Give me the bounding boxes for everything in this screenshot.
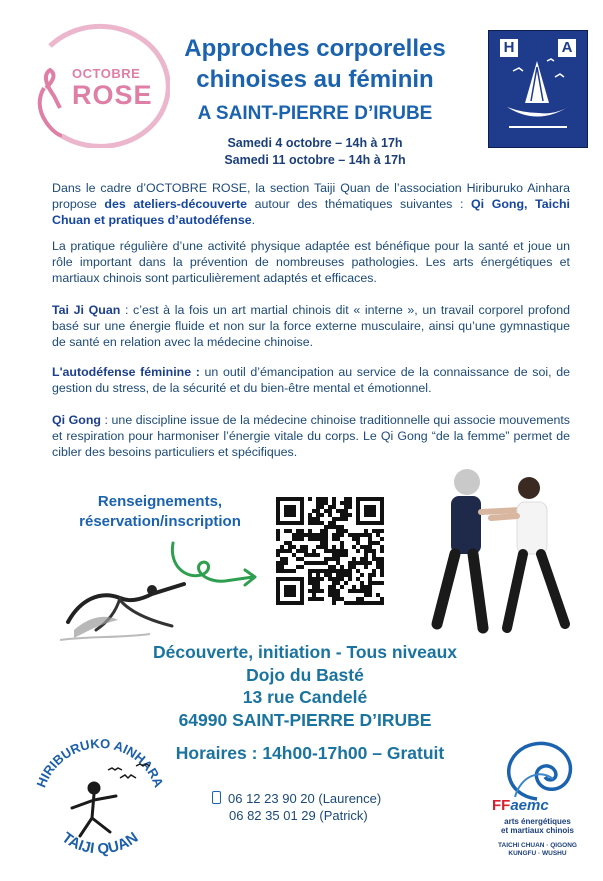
info-levels: Découverte, initiation - Tous niveaux — [152, 642, 458, 662]
autodefense-keyword: L'autodéfense féminine : — [52, 365, 200, 379]
ha-logo-h: H — [500, 39, 518, 57]
ffaemc-disciplines — [485, 842, 590, 858]
qigong-keyword: Qi Gong — [52, 413, 101, 427]
autodefense-text: un outil d’émancipation au service de la connaissance de soi, de gestion du stress, de la sécurité et du bien-être mental et émotionnel. — [52, 365, 570, 395]
taijiquan-keyword: Tai Ji Quan — [52, 303, 121, 317]
spiral-wave-icon — [485, 735, 590, 805]
hiriburuko-top-text: HIRIBURUKO AINHARA — [33, 735, 167, 790]
intro-text-a: Dans le cadre d’OCTOBRE ROSE, la section Taiji Quan de l’association Hiriburuko Ainhara propose — [52, 181, 570, 211]
qigong-paragraph — [52, 412, 570, 460]
ffaemc-line-1: arts énergétiques — [504, 817, 571, 826]
info-venue: Dojo du Basté — [246, 664, 364, 685]
ffaemc-ff: FF — [492, 797, 511, 814]
ffaemc-acronym — [492, 797, 549, 814]
title-line-2: chinoises au féminin — [196, 66, 434, 93]
octobre-rose-logo — [10, 18, 170, 148]
phone-1[interactable]: 06 12 23 90 20 (Laurence) — [228, 791, 382, 806]
info-city: 64990 SAINT-PIERRE D’IRUBE — [178, 709, 432, 730]
poster-title — [165, 33, 465, 95]
ffaemc-aemc: aemc — [510, 797, 549, 814]
event-hours: Horaires : 14h00-17h00 – Gratuit — [175, 743, 445, 763]
taijiquan-text: : c’est à la fois un art martial chinois dit « interne », un travail corporel profond basé sur une énergie fluide et non sur la force externe musculaire, ainsi qu’une gymnastique de santé en relation avec la médecine chinoise. — [52, 303, 570, 349]
ffaemc-line-4: KUNGFU · WUSHU — [508, 850, 567, 857]
ha-association-logo — [488, 30, 588, 148]
hiriburuko-bottom-text: TAIJI QUAN — [58, 829, 142, 858]
taijiquan-paragraph — [52, 302, 570, 350]
qigong-text: : une discipline issue de la médecine chinoise traditionnelle qui associe mouvements et respiration pour harmoniser l’énergie vitale du corps. Le Qi Gong “de la femme” permet de cibler des besoins particuliers et spécifiques. — [52, 413, 570, 459]
ffaemc-line-3: TAICHI CHUAN · QIGONG — [498, 842, 577, 849]
info-street: 13 rue Candelé — [242, 687, 368, 707]
ha-logo-a: A — [558, 39, 576, 57]
intro-text-c: autour des thématiques suivantes : — [246, 197, 472, 211]
registration-line-2: réservation/inscription — [79, 513, 241, 530]
intro-highlight-themes: Qi Gong, Taichi Chuan et pratiques d’autodéfense — [52, 197, 570, 227]
boat-emblem-icon — [489, 31, 587, 147]
rose-text: ROSE — [72, 80, 153, 110]
contact-phones — [212, 790, 422, 824]
practitioners-photo — [425, 460, 585, 645]
ffaemc-description — [485, 817, 590, 835]
title-line-1: Approches corporelles — [184, 35, 446, 62]
taiji-figure-icon — [72, 783, 116, 836]
octobre-text: OCTOBRE — [72, 66, 141, 81]
phone-icon — [212, 791, 221, 804]
date-1: Samedi 4 octobre – 14h à 17h — [227, 136, 403, 150]
poster-subtitle: A SAINT-PIERRE D’IRUBE — [197, 103, 433, 124]
intro-highlight-ateliers: des ateliers-découverte — [104, 197, 247, 211]
phone-2[interactable]: 06 82 35 01 29 (Patrick) — [229, 808, 368, 823]
ffaemc-line-2: et martiaux chinois — [501, 826, 574, 835]
qr-code[interactable] — [276, 497, 384, 605]
intro-text-e: . — [251, 213, 256, 227]
ffaemc-logo — [485, 735, 590, 870]
health-paragraph: La pratique régulière d’une activité physique adaptée est bénéfique pour la santé et joue un rôle important dans la prévention de nombreuses pathologies. Les arts énergétiques et martiaux chinois sont particulièrement adaptés et efficaces. — [52, 239, 570, 285]
hiriburuko-taijiquan-logo — [20, 730, 180, 870]
autodefense-paragraph — [52, 364, 570, 396]
event-dates — [195, 135, 435, 169]
registration-line-1: Renseignements, — [97, 493, 223, 510]
dancer-illustration — [60, 560, 190, 645]
registration-heading — [60, 492, 260, 532]
date-2: Samedi 11 octobre – 14h à 17h — [224, 153, 406, 167]
intro-paragraph — [52, 180, 570, 228]
event-info — [150, 641, 460, 731]
